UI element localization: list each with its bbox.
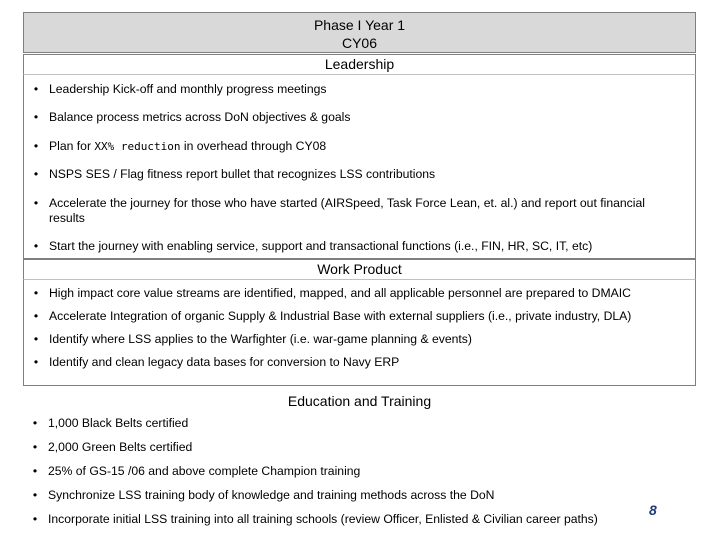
bullet-icon: • <box>32 440 38 454</box>
page-number: 8 <box>649 502 657 518</box>
list-item-text: Identify where LSS applies to the Warfighter (i.e. war-game planning & events) <box>49 332 472 346</box>
list-item-text: High impact core value streams are identified, mapped, and all applicable personnel are prepared to DMAIC <box>49 286 631 300</box>
bullet-icon: • <box>32 488 38 502</box>
list-item-text: Identify and clean legacy data bases for conversion to Navy ERP <box>49 355 400 369</box>
education-list <box>23 411 696 539</box>
leadership-title: Leadership <box>324 56 395 72</box>
list-item-text: 1,000 Black Belts certified <box>48 416 189 430</box>
bullet-icon: • <box>32 416 38 430</box>
phase-header <box>23 12 696 53</box>
list-item-text: Balance process metrics across DoN objectives & goals <box>49 110 351 124</box>
list-item-text: Start the journey with enabling service, support and transactional functions (i.e., FIN, HR, SC, IT, etc) <box>49 239 593 253</box>
work-product-title: Work Product <box>317 261 402 277</box>
bullet-icon: • <box>33 332 39 346</box>
bullet-icon: • <box>33 286 39 300</box>
bullet-icon: • <box>33 82 39 96</box>
list-item-text: Incorporate initial LSS training into all training schools (review Officer, Enlisted & Civilian career paths) <box>48 512 598 526</box>
list-item-text: Accelerate Integration of organic Supply & Industrial Base with external suppliers (i.e., private industry, DLA) <box>49 309 632 323</box>
bullet-icon: • <box>33 139 39 153</box>
bullet-icon: • <box>32 512 38 526</box>
bullet-icon: • <box>32 464 38 478</box>
education-header <box>23 391 696 411</box>
text-prefix: Plan for <box>49 139 95 153</box>
list-item-text: NSPS SES / Flag fitness report bullet that recognizes LSS contributions <box>49 167 436 181</box>
bullet-icon: • <box>33 110 39 124</box>
leadership-list <box>23 74 696 259</box>
list-item-text: 2,000 Green Belts certified <box>48 440 193 454</box>
phase-year: CY06 <box>341 35 378 51</box>
work-product-list <box>23 279 696 386</box>
list-item-text: Accelerate the journey for those who have started (AIRSpeed, Task Force Lean, et. al.) and report out financial results <box>49 196 645 225</box>
phase-title: Phase I Year 1 <box>313 17 406 33</box>
list-item-text: Leadership Kick-off and monthly progress meetings <box>49 82 327 96</box>
bullet-icon: • <box>33 309 39 323</box>
reduction-target: XX% reduction <box>94 140 181 153</box>
work-product-header <box>23 259 696 279</box>
bullet-icon: • <box>33 355 39 369</box>
leadership-header <box>23 54 696 74</box>
text-suffix: in overhead through CY08 <box>180 139 327 153</box>
bullet-icon: • <box>33 239 39 253</box>
bullet-icon: • <box>33 196 39 210</box>
list-item-text: 25% of GS-15 /06 and above complete Champion training <box>48 464 361 478</box>
list-item-text <box>49 139 677 154</box>
bullet-icon: • <box>33 167 39 181</box>
education-title: Education and Training <box>287 393 432 409</box>
list-item-text: Synchronize LSS training body of knowledge and training methods across the DoN <box>48 488 495 502</box>
